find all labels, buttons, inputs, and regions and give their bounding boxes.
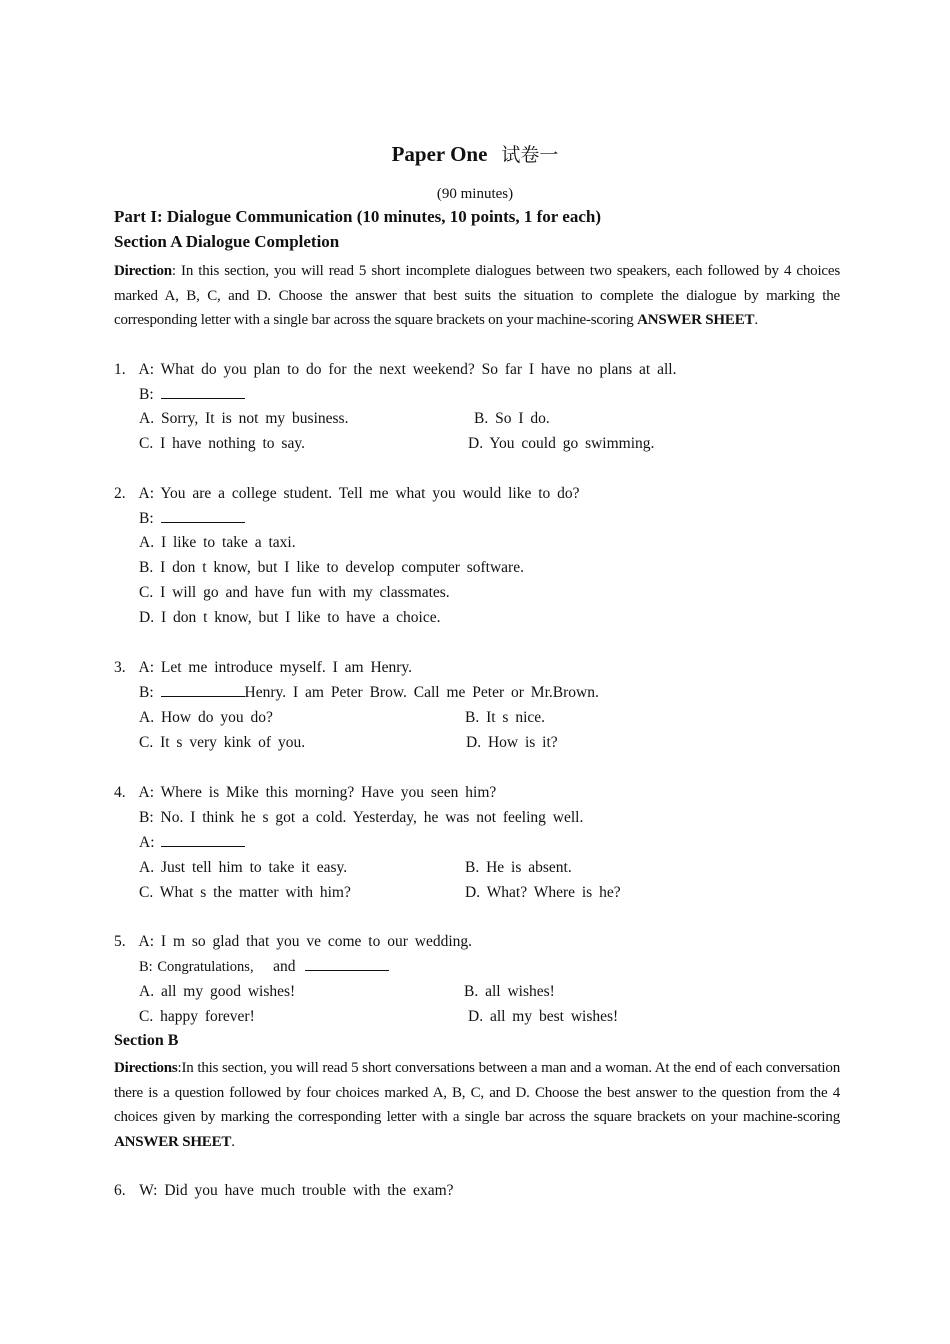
sectionA-direction (114, 259, 840, 333)
option-c: C. What s the matter with him? (139, 884, 351, 901)
question-2 (114, 485, 580, 503)
question-1 (114, 361, 676, 379)
question-5-answer-line (139, 958, 389, 976)
option-a: A. Just tell him to take it easy. (139, 859, 348, 876)
option-a: A. I like to take a taxi. (139, 534, 296, 551)
question-4-answer-line (139, 834, 245, 852)
question-line: Henry. I am Peter Brow. Call me Peter or Mr.Brown. (244, 684, 599, 701)
option-a: A. all my good wishes! (139, 983, 296, 1000)
option-c: C. It s very kink of you. (139, 734, 306, 751)
sectionB-heading: Section B (114, 1032, 179, 1049)
answer-sheet-label: ANSWER SHEET (114, 1133, 232, 1150)
answer-blank (161, 834, 245, 847)
question-4 (114, 784, 496, 802)
question-line: A: Let me introduce myself. I am Henry. (138, 659, 413, 676)
option-b: B. So I do. (474, 410, 550, 427)
question-4-line-b: B: No. I think he s got a cold. Yesterday, he was not feeling well. (139, 809, 584, 826)
option-c: C. I have nothing to say. (139, 435, 305, 452)
option-d: D. all my best wishes! (468, 1008, 619, 1025)
direction-end: . (231, 1133, 235, 1150)
option-d: D. How is it? (466, 734, 558, 751)
answer-blank (305, 958, 389, 971)
question-number: 5. (114, 933, 126, 950)
question-number: 2. (114, 485, 126, 502)
sectionA-heading: Section A Dialogue Completion (114, 232, 340, 251)
question-6 (114, 1182, 454, 1200)
question-line: B: Congratulations, (139, 959, 254, 975)
option-c: C. happy forever! (139, 1008, 255, 1025)
answer-blank (161, 684, 245, 697)
speaker-label: A: (139, 834, 155, 851)
question-number: 3. (114, 659, 126, 676)
direction-label: Direction (114, 263, 172, 279)
option-b: B. all wishes! (464, 983, 555, 1000)
paper-duration: (90 minutes) (436, 186, 514, 202)
option-a: A. How do you do? (139, 709, 273, 726)
answer-blank (161, 386, 245, 399)
paper-title (0, 140, 950, 167)
question-3 (114, 659, 412, 677)
question-line: A: I m so glad that you ve come to our wedding. (138, 933, 473, 950)
question-5 (114, 933, 472, 951)
question-2-answer-line (139, 510, 245, 528)
speaker-label: B: (139, 684, 154, 701)
option-d: D. I don t know, but I like to have a choice. (139, 609, 441, 626)
question-line: and (273, 958, 296, 975)
direction-label: Directions (114, 1060, 178, 1076)
speaker-label: B: (139, 510, 154, 527)
part1-heading: Part I: Dialogue Communication (10 minutes, 10 points, 1 for each) (114, 207, 601, 226)
question-number: 6. (114, 1182, 126, 1199)
question-line: A: Where is Mike this morning? Have you seen him? (138, 784, 497, 801)
paper-title-en: Paper One (391, 142, 488, 166)
answer-sheet-label: ANSWER SHEET (637, 312, 755, 328)
option-b: B. I don t know, but I like to develop computer software. (139, 559, 524, 576)
direction-text: : In this section, you will read 5 short incomplete dialogues between two speakers, each followed by 4 choices marked A, B, C, and D. Choose the answer that best suits the situation to complete the dialogue by marking the corresponding letter with a single bar across the square brackets on your machine-scoring (114, 263, 840, 328)
option-d: D. You could go swimming. (468, 435, 655, 452)
option-d: D. What? Where is he? (465, 884, 621, 901)
question-line: W: Did you have much trouble with the exam? (139, 1182, 454, 1199)
answer-blank (161, 510, 245, 523)
option-a: A. Sorry, It is not my business. (139, 410, 349, 427)
question-line: A: You are a college student. Tell me what you would like to do? (138, 485, 580, 502)
direction-end: . (754, 312, 758, 328)
question-line: A: What do you plan to do for the next weekend? So far I have no plans at all. (138, 361, 677, 378)
paper-title-cn: 试卷一 (501, 144, 559, 166)
option-b: B. It s nice. (465, 709, 546, 726)
sectionB-direction (114, 1056, 840, 1154)
question-3-answer-line (139, 684, 599, 702)
question-number: 1. (114, 361, 126, 378)
option-c: C. I will go and have fun with my classmates. (139, 584, 450, 601)
question-1-answer-line (139, 386, 245, 404)
speaker-label: B: (139, 386, 154, 403)
option-b: B. He is absent. (465, 859, 572, 876)
question-number: 4. (114, 784, 126, 801)
direction-text: :In this section, you will read 5 short conversations between a man and a woman. At the end of each conversation there is a question followed by four choices marked A, B, C, and D. Choose the best answer to the question from the 4 choices given by marking the corresponding letter with a single bar across the square brackets on your machine-scoring (114, 1060, 840, 1125)
